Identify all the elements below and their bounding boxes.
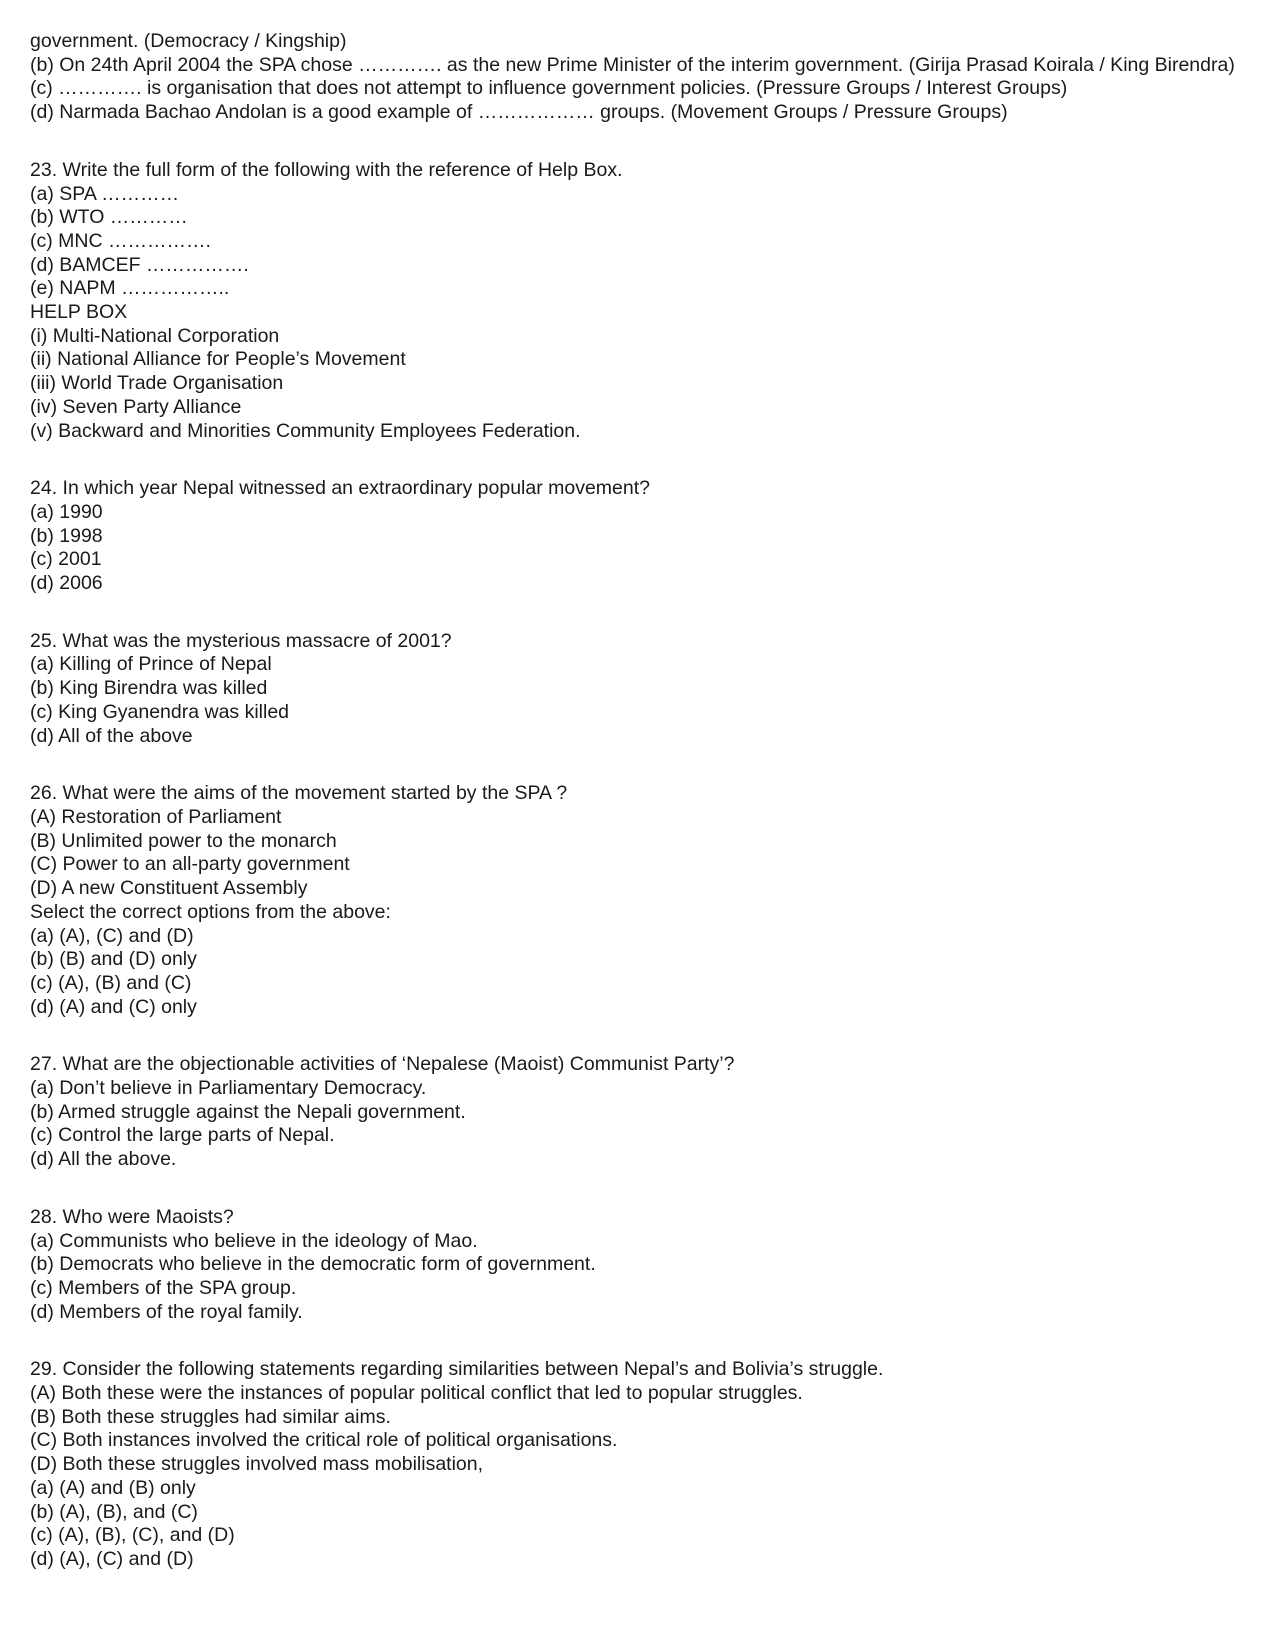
question-option-line: (b) On 24th April 2004 the SPA chose …………. as the new Prime Minister of the interim government. (Girija Prasad Koirala / King Birendra) xyxy=(30,53,1235,76)
question-option-line: (a) Communists who believe in the ideology of Mao. xyxy=(30,1229,478,1252)
question-option-line: (a) Killing of Prince of Nepal xyxy=(30,653,272,676)
question-title: 27. What are the objectionable activities of ‘Nepalese (Maoist) Communist Party’? xyxy=(30,1053,735,1076)
question-option-line: (c) (A), (B) and (C) xyxy=(30,971,192,994)
help-box-item: (iii) World Trade Organisation xyxy=(30,372,284,395)
question-option-line: (c) MNC ……………. xyxy=(30,229,211,252)
question-option-line: (a) Don’t believe in Parliamentary Democracy. xyxy=(30,1077,427,1100)
question-statement-line: (C) Both instances involved the critical role of political organisations. xyxy=(30,1429,618,1452)
question-option-line: (b) Armed struggle against the Nepali government. xyxy=(30,1100,466,1123)
question-25 xyxy=(30,630,1245,749)
question-option-line: (c) King Gyanendra was killed xyxy=(30,700,290,723)
question-option-line: (d) All of the above xyxy=(30,724,193,747)
question-22-continued xyxy=(30,30,1245,125)
question-text-line: government. (Democracy / Kingship) xyxy=(30,30,347,52)
question-option-line: (a) SPA ………… xyxy=(30,182,180,205)
question-option-line: (b) King Birendra was killed xyxy=(30,677,268,700)
question-option-line: (c) (A), (B), (C), and (D) xyxy=(30,1524,235,1547)
question-option-line: (d) Members of the royal family. xyxy=(30,1300,303,1323)
question-option-line: (b) (B) and (D) only xyxy=(30,948,197,971)
question-24 xyxy=(30,477,1245,596)
help-box-item: (ii) National Alliance for People’s Movement xyxy=(30,348,406,371)
question-option-line: (d) BAMCEF ……………. xyxy=(30,253,249,276)
question-option-line: (d) Narmada Bachao Andolan is a good example of ……………… groups. (Movement Groups / Pressure Groups) xyxy=(30,101,1008,124)
question-option-line: (c) Control the large parts of Nepal. xyxy=(30,1124,335,1147)
question-option-line: (a) 1990 xyxy=(30,500,103,523)
question-statement-line: (A) Both these were the instances of popular political conflict that led to popular struggles. xyxy=(30,1382,803,1405)
question-option-line: (a) (A), (C) and (D) xyxy=(30,924,194,947)
question-option-line: (c) Members of the SPA group. xyxy=(30,1276,297,1299)
document-page xyxy=(30,30,1245,1572)
question-option-line: (b) (A), (B), and (C) xyxy=(30,1500,198,1523)
question-title: 25. What was the mysterious massacre of 2001? xyxy=(30,629,452,652)
question-28 xyxy=(30,1206,1245,1325)
question-option-line: (b) WTO ………… xyxy=(30,206,188,229)
question-option-line: (b) 1998 xyxy=(30,524,103,547)
question-statement-line: (D) Both these struggles involved mass mobilisation, xyxy=(30,1453,484,1476)
help-box-heading: HELP BOX xyxy=(30,301,128,324)
question-option-line: (d) 2006 xyxy=(30,572,103,595)
question-statement-line: (D) A new Constituent Assembly xyxy=(30,877,308,900)
question-statement-line: (B) Unlimited power to the monarch xyxy=(30,829,337,852)
help-box-item: (i) Multi-National Corporation xyxy=(30,324,280,347)
question-statement-line: (A) Restoration of Parliament xyxy=(30,805,282,828)
help-box-item: (iv) Seven Party Alliance xyxy=(30,395,242,418)
question-title: 29. Consider the following statements regarding similarities between Nepal’s and Bolivia’s struggle. xyxy=(30,1358,884,1381)
question-option-line: (e) NAPM …………….. xyxy=(30,277,230,300)
question-option-line: (b) Democrats who believe in the democratic form of government. xyxy=(30,1253,596,1276)
question-statement-line: (C) Power to an all-party government xyxy=(30,853,350,876)
question-29 xyxy=(30,1358,1245,1571)
question-27 xyxy=(30,1053,1245,1172)
question-option-line: (c) …………. is organisation that does not attempt to influence government policies. (Pressure Groups / Interest Groups) xyxy=(30,77,1068,100)
question-23 xyxy=(30,159,1245,443)
question-instruction: Select the correct options from the above: xyxy=(30,900,391,923)
question-option-line: (a) (A) and (B) only xyxy=(30,1476,196,1499)
question-title: 24. In which year Nepal witnessed an extraordinary popular movement? xyxy=(30,477,651,500)
question-statement-line: (B) Both these struggles had similar aims. xyxy=(30,1405,391,1428)
question-title: 23. Write the full form of the following with the reference of Help Box. xyxy=(30,158,623,181)
question-title: 26. What were the aims of the movement started by the SPA ? xyxy=(30,782,568,805)
question-title: 28. Who were Maoists? xyxy=(30,1205,234,1228)
question-option-line: (c) 2001 xyxy=(30,548,102,571)
question-option-line: (d) (A) and (C) only xyxy=(30,995,197,1018)
help-box-item: (v) Backward and Minorities Community Employees Federation. xyxy=(30,419,581,442)
question-option-line: (d) All the above. xyxy=(30,1148,177,1171)
question-26 xyxy=(30,782,1245,1019)
question-option-line: (d) (A), (C) and (D) xyxy=(30,1547,194,1570)
